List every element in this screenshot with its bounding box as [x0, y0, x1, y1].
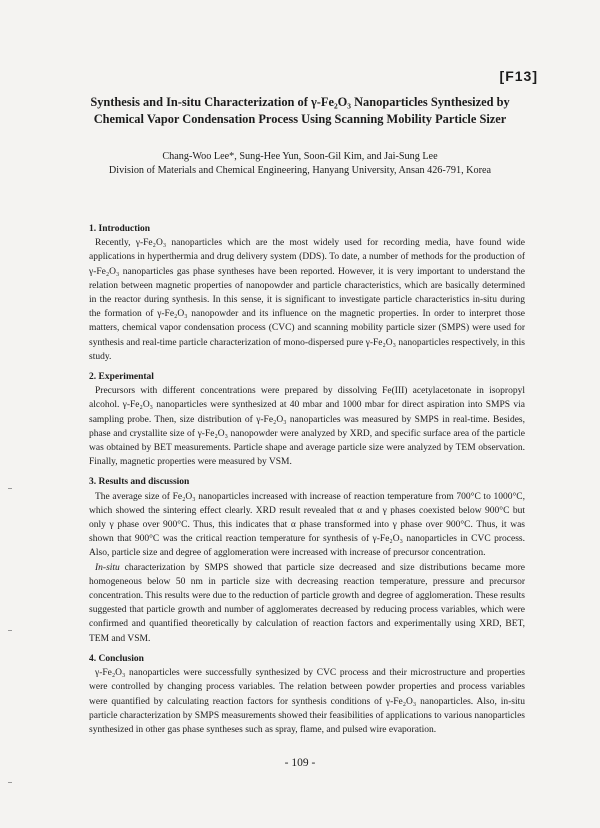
intro-text: Recently, γ-Fe₂O₃ nanoparticles which are the most widely used for recording media, have found wide applications in hyperthermia and drug delivery system (DDS). To date, a number of methods for the production of γ-Fe₂O₃ nanoparticles gas phase syntheses have been reported. However, it is very important to understand the relation between magnetic properties of nanopowder and particle characteristics, which are basically determined in the reactor during synthesis. In this sense, it is significant to investigate particle characteristics in-situ during the formation of γ-Fe₂O₃ nanopowder and its influence on the magnetic properties. In order to interpret those matters, chemical vapor condensation process (CVC) and scanning mobility particle sizer (SMPS) were used for synthesis and real-time particle characterization of mono-dispersed pure γ-Fe₂O₃ nanoparticles respectively, in this study.	[89, 238, 525, 362]
author-block	[40, 150, 560, 178]
title-line-2: Chemical Vapor Condensation Process Using Scanning Mobility Particle Sizer	[93, 112, 507, 126]
paper-code-tag: [F13]	[499, 68, 538, 84]
experimental-heading: 2. Experimental	[89, 372, 154, 383]
conclusion-heading: 4. Conclusion	[89, 653, 144, 664]
results-text-2	[89, 561, 525, 646]
insitu-italic: In-situ	[95, 562, 120, 573]
results-text-1: The average size of Fe₂O₃ nanoparticles increased with increase of reaction temperature from 700°C to 1000°C, which showed the sintering effect clearly. XRD result revealed that α and γ phases coexisted below 900°C but only γ phase over 900°C. Thus, this indicates that α phase transformed into γ phase over 900°C. Thus, it was shown that 900°C was the critical reaction temperature for synthesis of γ-Fe₂O₃ nanoparticles in CVC process. Also, particle size and degree of agglomeration were increased with increase of precursor concentration.	[89, 491, 525, 559]
paper-body	[89, 222, 525, 737]
title-line-1: Synthesis and In-situ Characterization of γ-Fe₂O₃ Nanoparticles Synthesized by	[90, 95, 510, 109]
author-list: Chang-Woo Lee*, Sung-Hee Yun, Soon-Gil Kim, and Jai-Sung Lee	[162, 151, 438, 162]
conclusion-text: γ-Fe₂O₃ nanoparticles were successfully synthesized by CVC process and their microstructure and properties were controlled by changing process variables. The relation between powder properties and process variables were quantified by calculating reaction factors for synthesis conditions of γ-Fe₂O₃ nanoparticles. Also, in-situ particle characterization by SMPS measurements showed their feasibilities of applications to various nanoparticles synthesized in other gas phase syntheses such as spray, flame, and pulsed wire evaporation.	[89, 668, 525, 735]
paper-title	[60, 94, 540, 128]
results-text-2-body: characterization by SMPS showed that particle size decreased and size distributions became more homogeneous below 50 nm in particle size with decreasing reaction temperature, pressure and precursor concentration. This results were due to the reduction of particle growth and degree of agglomeration. These results suggested that particle growth and number of agglomerates decreased by reducing process variables, which were confirmed and quantified theoretically by calculation of reaction factors and experimentally using XRD, BET, TEM and VSM.	[89, 562, 525, 644]
experimental-text: Precursors with different concentrations were prepared by dissolving Fe(III) acetylacetonate in isopropyl alcohol. γ-Fe₂O₃ nanoparticles were synthesized at 40 mbar and 1000 mbar for direct aspiration into SMPS via sampling probe. Then, size distribution of γ-Fe₂O₃ nanoparticles was measured by SMPS in real-time. Besides, phase and crystallite size of γ-Fe₂O₃ nanopowder were analyzed by XRD, and specific surface area of the particle was obtained by BET measurements. Particle shape and average particle size were analyzed by TEM observation. Finally, magnetic properties were measured by VSM.	[89, 386, 525, 468]
affiliation: Division of Materials and Chemical Engineering, Hanyang University, Ansan 426-791, Korea	[108, 165, 492, 176]
page-number: - 109 -	[284, 757, 316, 769]
scan-speck	[8, 630, 12, 631]
results-heading: 3. Results and discussion	[89, 477, 190, 488]
intro-heading: 1. Introduction	[89, 224, 151, 234]
scan-speck	[8, 782, 12, 783]
scan-speck	[8, 488, 12, 489]
